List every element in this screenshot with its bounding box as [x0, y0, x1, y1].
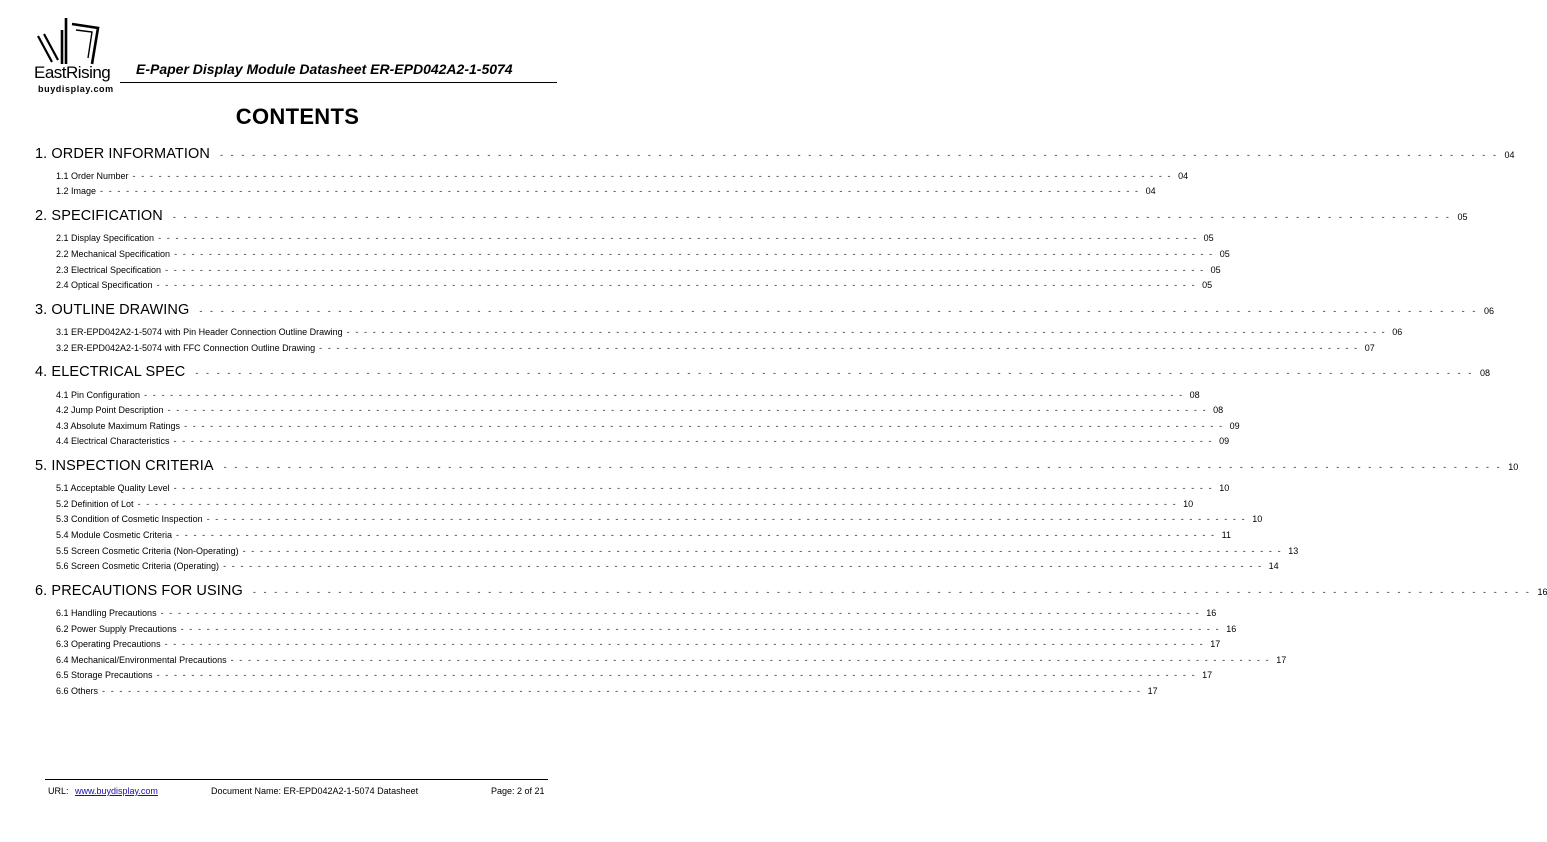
toc-entry-label: 6.5 Storage Precautions: [56, 670, 153, 680]
toc-entry-label: 2. SPECIFICATION: [35, 208, 163, 224]
toc-dot-leader: - - - - - - - - - - - - - - - - - - - - - - - - - - - - - - - - - - - - - - - - - - - - - - - - - - - - - - - - - - - - - - - - - - - - - - - - - - - - - - - - - - - - - - - - - - - - - - - - - - - - - - - - - - - - - - - - - - - - - - - -: [165, 265, 1205, 275]
toc-entry-label: 1.2 Image: [56, 186, 97, 196]
toc-entry-label: 4. ELECTRICAL SPEC: [35, 364, 186, 380]
toc-entry-label: 2.2 Mechanical Specification: [56, 249, 171, 259]
toc-entry-label: 3.2 ER-EPD042A2-1-5074 with FFC Connection Outline Drawing: [56, 343, 316, 353]
toc-page-number: 11: [1221, 530, 1231, 540]
toc-dot-leader: - - - - - - - - - - - - - - - - - - - - - - - - - - - - - - - - - - - - - - - - - - - - - - - - - - - - - - - - - - - - - - - - - - - - - - - - - - - - - - - - - - - - - - - - - - - - - - - - - - - - - - - - - - - - - - - - - - - - - - - -: [164, 639, 1205, 649]
footer-url-link[interactable]: www.buydisplay.com: [75, 786, 158, 796]
toc-entry-label: 2.3 Electrical Specification: [56, 265, 162, 275]
toc-page-number: 05: [1202, 280, 1213, 290]
toc-dot-leader: - - - - - - - - - - - - - - - - - - - - - - - - - - - - - - - - - - - - - - - - - - - - - - - - - - - - - - - - - - - - - - - - - - - - - - - - - - - - - - - - - - - - - - - - - - - - - - - - - - - - - - - - - - - - - - - - - - - - - - - -: [219, 150, 1499, 160]
toc-page-number: 16: [1206, 608, 1217, 618]
toc-subsection-entry[interactable]: [56, 421, 1240, 431]
toc-page-number: 13: [1288, 546, 1299, 556]
toc-page-number: 10: [1183, 499, 1194, 509]
toc-page-number: 08: [1479, 368, 1490, 378]
toc-entry-label: 6.2 Power Supply Precautions: [56, 624, 177, 634]
toc-entry-label: 4.2 Jump Point Description: [56, 405, 164, 415]
toc-dot-leader: - - - - - - - - - - - - - - - - - - - - - - - - - - - - - - - - - - - - - - - - - - - - - - - - - - - - - - - - - - - - - - - - - - - - - - - - - - - - - - - - - - - - - - - - - - - - - - - - - - - - - - - - - - - - - - - - - - - - - - - -: [230, 655, 1271, 665]
toc-entry-label: 1.1 Order Number: [56, 171, 129, 181]
toc-dot-leader: - - - - - - - - - - - - - - - - - - - - - - - - - - - - - - - - - - - - - - - - - - - - - - - - - - - - - - - - - - - - - - - - - - - - - - - - - - - - - - - - - - - - - - - - - - - - - - - - - - - - - - - - - - - - - - - - - - - - - - - -: [173, 436, 1214, 446]
toc-subsection-entry[interactable]: [56, 670, 1213, 680]
toc-page-number: 07: [1364, 343, 1375, 353]
toc-page-number: 09: [1229, 421, 1240, 431]
toc-subsection-entry[interactable]: [56, 561, 1279, 571]
toc-dot-leader: - - - - - - - - - - - - - - - - - - - - - - - - - - - - - - - - - - - - - - - - - - - - - - - - - - - - - - - - - - - - - - - - - - - - - - - - - - - - - - - - - - - - - - - - - - - - - - - - - - - - - - - - - - - - - - - - - - - - - - - -: [206, 514, 1247, 524]
toc-page-number: 08: [1189, 390, 1200, 400]
toc-page-number: 05: [1457, 212, 1468, 222]
toc-page-number: 17: [1147, 686, 1158, 696]
toc-dot-leader: - - - - - - - - - - - - - - - - - - - - - - - - - - - - - - - - - - - - - - - - - - - - - - - - - - - - - - - - - - - - - - - - - - - - - - - - - - - - - - - - - - - - - - - - - - - - - - - - - - - - - - - - - - - - - - - - - - - - - - - -: [172, 212, 1452, 222]
toc-dot-leader: - - - - - - - - - - - - - - - - - - - - - - - - - - - - - - - - - - - - - - - - - - - - - - - - - - - - - - - - - - - - - - - - - - - - - - - - - - - - - - - - - - - - - - - - - - - - - - - - - - - - - - - - - - - - - - - - - - - - - - - -: [158, 233, 1198, 243]
toc-subsection-entry[interactable]: [56, 265, 1221, 275]
toc-dot-leader: - - - - - - - - - - - - - - - - - - - - - - - - - - - - - - - - - - - - - - - - - - - - - - - - - - - - - - - - - - - - - - - - - - - - - - - - - - - - - - - - - - - - - - - - - - - - - - - - - - - - - - - - - - - - - - - - - - - - - - - -: [199, 306, 1478, 316]
toc-entry-label: 2.4 Optical Specification: [56, 280, 153, 290]
toc-subsection-entry[interactable]: [56, 436, 1230, 446]
toc-page-number: 10: [1219, 483, 1230, 493]
toc-dot-leader: - - - - - - - - - - - - - - - - - - - - - - - - - - - - - - - - - - - - - - - - - - - - - - - - - - - - - - - - - - - - - - - - - - - - - - - - - - - - - - - - - - - - - - - - - - - - - - - - - - - - - - - - - - - - - - - - - - - - - - - -: [100, 186, 1140, 196]
logo-url: buydisplay.com: [38, 84, 114, 94]
page-header: [0, 0, 595, 100]
toc-dot-leader: - - - - - - - - - - - - - - - - - - - - - - - - - - - - - - - - - - - - - - - - - - - - - - - - - - - - - - - - - - - - - - - - - - - - - - - - - - - - - - - - - - - - - - - - - - - - - - - - - - - - - - - - - - - - - - - - - - - - - - - -: [102, 686, 1142, 696]
contents-heading: CONTENTS: [235, 104, 360, 129]
toc-page-number: 04: [1145, 186, 1156, 196]
toc-page-number: 04: [1504, 150, 1515, 160]
toc-section-entry[interactable]: [35, 364, 1490, 380]
toc-dot-leader: - - - - - - - - - - - - - - - - - - - - - - - - - - - - - - - - - - - - - - - - - - - - - - - - - - - - - - - - - - - - - - - - - - - - - - - - - - - - - - - - - - - - - - - - - - - - - - - - - - - - - - - - - - - - - - - - - - - - - - - -: [176, 530, 1216, 540]
toc-page-number: 05: [1210, 265, 1221, 275]
toc-dot-leader: - - - - - - - - - - - - - - - - - - - - - - - - - - - - - - - - - - - - - - - - - - - - - - - - - - - - - - - - - - - - - - - - - - - - - - - - - - - - - - - - - - - - - - - - - - - - - - - - - - - - - - - - - - - - - - - - - - - - - - - -: [174, 249, 1214, 259]
toc-dot-leader: - - - - - - - - - - - - - - - - - - - - - - - - - - - - - - - - - - - - - - - - - - - - - - - - - - - - - - - - - - - - - - - - - - - - - - - - - - - - - - - - - - - - - - - - - - - - - - - - - - - - - - - - - - - - - - - - - - - - - - - -: [223, 462, 1503, 472]
toc-page-number: 10: [1508, 462, 1519, 472]
toc-page-number: 05: [1219, 249, 1230, 259]
toc-entry-label: 6.1 Handling Precautions: [56, 608, 157, 618]
toc-entry-label: 6.4 Mechanical/Environmental Precautions: [56, 655, 227, 665]
toc-dot-leader: - - - - - - - - - - - - - - - - - - - - - - - - - - - - - - - - - - - - - - - - - - - - - - - - - - - - - - - - - - - - - - - - - - - - - - - - - - - - - - - - - - - - - - - - - - - - - - - - - - - - - - - - - - - - - - - - - - - - - - - -: [242, 546, 1283, 556]
toc-subsection-entry[interactable]: [56, 514, 1263, 524]
footer-page-number: Page: 2 of 21: [491, 786, 545, 796]
toc-entry-label: 6. PRECAUTIONS FOR USING: [35, 583, 243, 599]
toc-subsection-entry[interactable]: [56, 499, 1194, 509]
toc-subsection-entry[interactable]: [56, 327, 1403, 337]
toc-dot-leader: - - - - - - - - - - - - - - - - - - - - - - - - - - - - - - - - - - - - - - - - - - - - - - - - - - - - - - - - - - - - - - - - - - - - - - - - - - - - - - - - - - - - - - - - - - - - - - - - - - - - - - - - - - - - - - - - - - - - - - - -: [156, 280, 1197, 290]
toc-entry-label: 5. INSPECTION CRITERIA: [35, 458, 214, 474]
toc-subsection-entry[interactable]: [56, 390, 1200, 400]
toc-page-number: 17: [1276, 655, 1287, 665]
toc-dot-leader: - - - - - - - - - - - - - - - - - - - - - - - - - - - - - - - - - - - - - - - - - - - - - - - - - - - - - - - - - - - - - - - - - - - - - - - - - - - - - - - - - - - - - - - - - - - - - - - - - - - - - - - - - - - - - - - - - - - - - - - -: [160, 608, 1201, 618]
toc-page-number: 06: [1392, 327, 1403, 337]
toc-entry-label: 5.2 Definition of Lot: [56, 499, 134, 509]
toc-entry-label: 5.1 Acceptable Quality Level: [56, 483, 170, 493]
toc-subsection-entry[interactable]: [56, 483, 1230, 493]
toc-entry-label: 1. ORDER INFORMATION: [35, 146, 210, 162]
toc-page-number: 06: [1483, 306, 1494, 316]
toc-page-number: 04: [1178, 171, 1189, 181]
toc-page-number: 08: [1213, 405, 1224, 415]
logo-name: EastRising: [34, 63, 111, 82]
header-divider: [120, 82, 557, 83]
toc-dot-leader: - - - - - - - - - - - - - - - - - - - - - - - - - - - - - - - - - - - - - - - - - - - - - - - - - - - - - - - - - - - - - - - - - - - - - - - - - - - - - - - - - - - - - - - - - - - - - - - - - - - - - - - - - - - - - - - - - - - - - - - -: [132, 171, 1173, 181]
footer-document-name: Document Name: ER-EPD042A2-1-5074 Datasheet: [211, 786, 419, 796]
toc-dot-leader: - - - - - - - - - - - - - - - - - - - - - - - - - - - - - - - - - - - - - - - - - - - - - - - - - - - - - - - - - - - - - - - - - - - - - - - - - - - - - - - - - - - - - - - - - - - - - - - - - - - - - - - - - - - - - - - - - - - - - - - -: [184, 421, 1224, 431]
toc-page-number: 17: [1202, 670, 1213, 680]
toc-subsection-entry[interactable]: [56, 171, 1189, 181]
toc-page-number: 17: [1210, 639, 1221, 649]
toc-page-number: 16: [1537, 587, 1547, 597]
toc-entry-label: 5.6 Screen Cosmetic Criteria (Operating): [56, 561, 220, 571]
toc-page-number: 14: [1268, 561, 1279, 571]
toc-dot-leader: - - - - - - - - - - - - - - - - - - - - - - - - - - - - - - - - - - - - - - - - - - - - - - - - - - - - - - - - - - - - - - - - - - - - - - - - - - - - - - - - - - - - - - - - - - - - - - - - - - - - - - - - - - - - - - - - - - - - - - - -: [173, 483, 1214, 493]
toc-dot-leader: - - - - - - - - - - - - - - - - - - - - - - - - - - - - - - - - - - - - - - - - - - - - - - - - - - - - - - - - - - - - - - - - - - - - - - - - - - - - - - - - - - - - - - - - - - - - - - - - - - - - - - - - - - - - - - - - - - - - - - - -: [319, 343, 1359, 353]
toc-subsection-entry[interactable]: [56, 233, 1214, 243]
toc-entry-label: 6.3 Operating Precautions: [56, 639, 161, 649]
toc-section-entry[interactable]: [35, 208, 1468, 224]
toc-page-number: 09: [1219, 436, 1230, 446]
toc-dot-leader: - - - - - - - - - - - - - - - - - - - - - - - - - - - - - - - - - - - - - - - - - - - - - - - - - - - - - - - - - - - - - - - - - - - - - - - - - - - - - - - - - - - - - - - - - - - - - - - - - - - - - - - - - - - - - - - - - - - - - - - -: [156, 670, 1197, 680]
toc-entry-label: 3.1 ER-EPD042A2-1-5074 with Pin Header Connection Outline Drawing: [56, 327, 343, 337]
toc-section-entry[interactable]: [35, 302, 1494, 318]
toc-dot-leader: - - - - - - - - - - - - - - - - - - - - - - - - - - - - - - - - - - - - - - - - - - - - - - - - - - - - - - - - - - - - - - - - - - - - - - - - - - - - - - - - - - - - - - - - - - - - - - - - - - - - - - - - - - - - - - - - - - - - - - - -: [223, 561, 1263, 571]
toc-entry-label: 4.3 Absolute Maximum Ratings: [56, 421, 181, 431]
toc-page-number: 16: [1226, 624, 1237, 634]
toc-entry-label: 5.5 Screen Cosmetic Criteria (Non-Operating): [56, 546, 239, 556]
toc-subsection-entry[interactable]: [56, 249, 1230, 259]
toc-subsection-entry[interactable]: [56, 530, 1231, 540]
toc-entry-label: 4.1 Pin Configuration: [56, 390, 141, 400]
document-title: E-Paper Display Module Datasheet ER-EPD042A2-1-5074: [136, 61, 513, 77]
toc-dot-leader: - - - - - - - - - - - - - - - - - - - - - - - - - - - - - - - - - - - - - - - - - - - - - - - - - - - - - - - - - - - - - - - - - - - - - - - - - - - - - - - - - - - - - - - - - - - - - - - - - - - - - - - - - - - - - - - - - - - - - - - -: [252, 587, 1532, 597]
toc-section-entry[interactable]: [35, 583, 1547, 599]
toc-subsection-entry[interactable]: [56, 686, 1158, 696]
toc-subsection-entry[interactable]: [56, 639, 1221, 649]
toc-dot-leader: - - - - - - - - - - - - - - - - - - - - - - - - - - - - - - - - - - - - - - - - - - - - - - - - - - - - - - - - - - - - - - - - - - - - - - - - - - - - - - - - - - - - - - - - - - - - - - - - - - - - - - - - - - - - - - - - - - - - - - - -: [167, 405, 1208, 415]
toc-dot-leader: - - - - - - - - - - - - - - - - - - - - - - - - - - - - - - - - - - - - - - - - - - - - - - - - - - - - - - - - - - - - - - - - - - - - - - - - - - - - - - - - - - - - - - - - - - - - - - - - - - - - - - - - - - - - - - - - - - - - - - - -: [195, 368, 1474, 378]
toc-subsection-entry[interactable]: [56, 186, 1156, 196]
footer-url-label: URL:: [48, 786, 69, 796]
toc-entry-label: 2.1 Display Specification: [56, 233, 155, 243]
toc-entry-label: 5.4 Module Cosmetic Criteria: [56, 530, 173, 540]
toc-subsection-entry[interactable]: [56, 343, 1375, 353]
toc-subsection-entry[interactable]: [56, 405, 1224, 415]
toc-entry-label: 6.6 Others: [56, 686, 99, 696]
toc-subsection-entry[interactable]: [56, 624, 1237, 634]
toc-dot-leader: - - - - - - - - - - - - - - - - - - - - - - - - - - - - - - - - - - - - - - - - - - - - - - - - - - - - - - - - - - - - - - - - - - - - - - - - - - - - - - - - - - - - - - - - - - - - - - - - - - - - - - - - - - - - - - - - - - - - - - - -: [137, 499, 1178, 509]
toc-dot-leader: - - - - - - - - - - - - - - - - - - - - - - - - - - - - - - - - - - - - - - - - - - - - - - - - - - - - - - - - - - - - - - - - - - - - - - - - - - - - - - - - - - - - - - - - - - - - - - - - - - - - - - - - - - - - - - - - - - - - - - - -: [144, 390, 1184, 400]
toc-entry-label: 4.4 Electrical Characteristics: [56, 436, 170, 446]
toc-section-entry[interactable]: [35, 146, 1515, 162]
toc-entry-label: 5.3 Condition of Cosmetic Inspection: [56, 514, 203, 524]
toc-dot-leader: - - - - - - - - - - - - - - - - - - - - - - - - - - - - - - - - - - - - - - - - - - - - - - - - - - - - - - - - - - - - - - - - - - - - - - - - - - - - - - - - - - - - - - - - - - - - - - - - - - - - - - - - - - - - - - - - - - - - - - - -: [346, 327, 1387, 337]
toc-subsection-entry[interactable]: [56, 546, 1299, 556]
toc-section-entry[interactable]: [35, 458, 1519, 474]
toc-subsection-entry[interactable]: [56, 280, 1213, 290]
toc-entry-label: 3. OUTLINE DRAWING: [35, 302, 190, 318]
toc-page-number: 05: [1203, 233, 1214, 243]
toc-page-number: 10: [1252, 514, 1263, 524]
footer-divider: [45, 779, 548, 780]
toc-subsection-entry[interactable]: [56, 655, 1287, 665]
toc-subsection-entry[interactable]: [56, 608, 1217, 618]
toc-dot-leader: - - - - - - - - - - - - - - - - - - - - - - - - - - - - - - - - - - - - - - - - - - - - - - - - - - - - - - - - - - - - - - - - - - - - - - - - - - - - - - - - - - - - - - - - - - - - - - - - - - - - - - - - - - - - - - - - - - - - - - - -: [180, 624, 1221, 634]
eastrising-logo-icon: [36, 14, 106, 70]
